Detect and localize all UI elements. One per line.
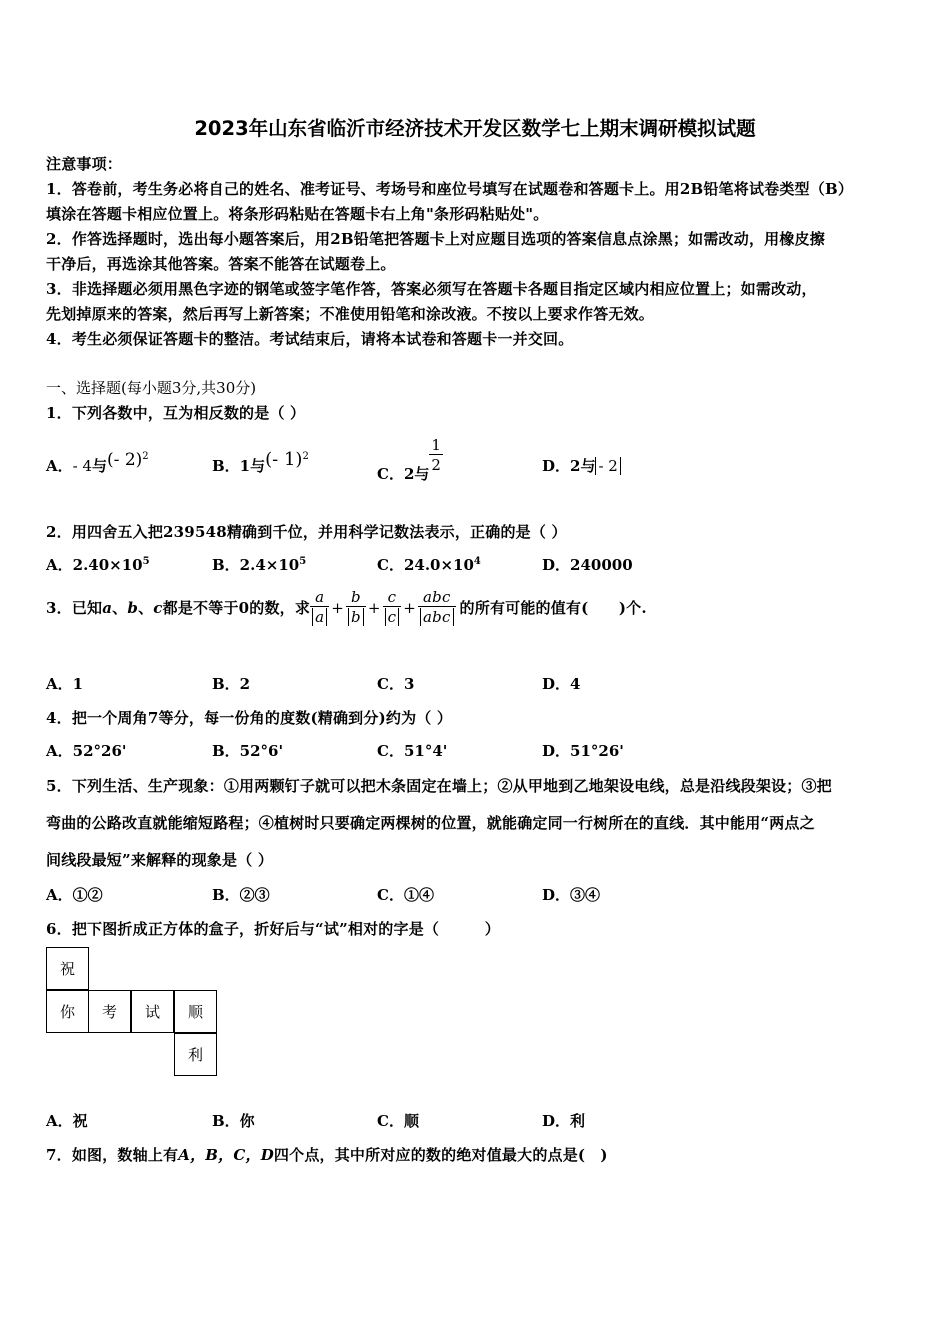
exponent: 5 <box>142 556 150 567</box>
fraction-denominator <box>418 606 456 627</box>
notice-line: 3．非选择题必须用黑色字迹的钢笔或签字笔作答，答案必须写在答题卡各题目指定区域内相应位置上；如需改动， <box>46 280 817 298</box>
q1-option-a <box>46 450 149 476</box>
var-b: b <box>127 598 139 617</box>
plus-sign: + <box>331 598 345 617</box>
var-c: c <box>153 598 163 617</box>
stem-text: 的所有可能的值有( )个. <box>459 599 647 617</box>
q5-option-b: B．②③ <box>212 886 270 904</box>
option-text: A．2.40×10 <box>46 556 143 574</box>
q1-option-c <box>377 436 443 483</box>
q2-option-b <box>212 554 306 575</box>
notice-heading: 注意事项： <box>46 155 123 173</box>
math-expr: (- 2) <box>107 450 143 470</box>
q5-option-a: A．①② <box>46 886 103 904</box>
page-title: 2023年山东省临沂市经济技术开发区数学七上期末调研模拟试题 <box>194 117 756 140</box>
notice-line: 填涂在答题卡相应位置上。将条形码粘贴在答题卡右上角"条形码粘贴处"。 <box>46 205 549 223</box>
option-label: A． <box>46 457 73 475</box>
option-text: C．24.0×10 <box>377 556 474 574</box>
math-expr: - 2 <box>595 457 620 475</box>
question-7-stem <box>46 1144 608 1165</box>
q5-option-d: D．③④ <box>542 886 601 904</box>
fraction <box>346 588 366 627</box>
abs-value: b <box>348 608 364 626</box>
plus-sign: + <box>367 598 381 617</box>
fraction <box>429 436 443 475</box>
fraction-denominator: 2 <box>431 456 441 474</box>
stem-text: 四个点，其中所对应的数的绝对值最大的点是( ) <box>273 1146 608 1164</box>
section-heading: 一、选择题(每小题3分,共30分) <box>46 379 257 397</box>
fraction-numerator: abc <box>423 588 451 606</box>
net-cell: 你 <box>46 990 89 1033</box>
question-1-stem: 1．下列各数中，互为相反数的是（ ） <box>46 404 306 422</box>
q6-option-d: D．利 <box>542 1112 586 1130</box>
exponent: 5 <box>299 556 307 567</box>
q4-option-a: A．52°26' <box>46 742 127 760</box>
option-label: D．2与 <box>542 457 596 475</box>
q3-option-a: A．1 <box>46 675 84 693</box>
net-cell: 试 <box>131 990 174 1033</box>
fraction-numerator: a <box>315 588 325 606</box>
option-label: C．2与 <box>377 464 430 483</box>
q4-option-c: C．51°4' <box>377 742 448 760</box>
fraction-denominator <box>346 606 366 627</box>
q6-option-a: A．祝 <box>46 1112 88 1130</box>
notice-line: 4．考生必须保证答题卡的整洁。考试结束后，请将本试卷和答题卡一并交回。 <box>46 330 574 348</box>
math-expr: - 4 <box>72 457 93 475</box>
q2-option-d: D．240000 <box>542 556 633 574</box>
q4-option-d: D．51°26' <box>542 742 624 760</box>
notice-line: 干净后，再选涂其他答案。答案不能答在试题卷上。 <box>46 255 396 273</box>
q3-option-b: B．2 <box>212 675 251 693</box>
math-expr: (- 1) <box>265 449 303 470</box>
fraction <box>383 588 402 627</box>
math-exponent: 2 <box>302 451 309 462</box>
stem-text: 都是不等于0的数，求 <box>162 599 311 617</box>
q6-option-b: B．你 <box>212 1112 255 1130</box>
exponent: 4 <box>473 556 481 567</box>
question-5-line: 5．下列生活、生产现象：①用两颗钉子就可以把木条固定在墙上；②从甲地到乙地架设电线，总是沿线段架设；③把 <box>46 777 832 795</box>
abs-value: a <box>312 608 327 626</box>
q4-option-b: B．52°6' <box>212 742 284 760</box>
net-cell: 利 <box>174 1033 217 1076</box>
fraction <box>418 588 456 627</box>
stem-text: 3．已知 <box>46 599 103 617</box>
net-cell: 祝 <box>46 947 89 990</box>
option-label: B．1与 <box>212 457 266 475</box>
q2-option-a <box>46 554 150 575</box>
abs-value: abc <box>420 608 454 626</box>
question-5-line: 弯曲的公路改直就能缩短路程；④植树时只要确定两棵树的位置，就能确定同一行树所在的直线．其中能用“两点之 <box>46 814 815 832</box>
q3-option-c: C．3 <box>377 675 415 693</box>
question-6-stem: 6．把下图折成正方体的盒子，折好后与“试”相对的字是（ ） <box>46 920 500 938</box>
q5-option-c: C．①④ <box>377 886 434 904</box>
net-cell: 考 <box>88 990 131 1033</box>
option-text: 与 <box>92 457 108 475</box>
abs-value: c <box>385 608 400 626</box>
point-labels: A，B，C，D <box>178 1146 274 1164</box>
question-5-line: 间线段最短”来解释的现象是（ ） <box>46 851 274 869</box>
question-4-stem: 4．把一个周角7等分，每一份角的度数(精确到分)约为（ ） <box>46 709 453 727</box>
fraction <box>310 588 329 627</box>
separator: 、 <box>112 599 128 617</box>
q1-option-b <box>212 449 309 476</box>
math-exponent: 2 <box>142 451 149 462</box>
notice-line: 1．答卷前，考生务必将自己的姓名、准考证号、考场号和座位号填写在试题卷和答题卡上。用2B铅笔将试卷类型（B） <box>46 180 854 198</box>
stem-text: 7．如图，数轴上有 <box>46 1146 179 1164</box>
fraction-numerator: c <box>387 588 397 606</box>
fraction-denominator <box>310 606 329 627</box>
notice-line: 2．作答选择题时，选出每小题答案后，用2B铅笔把答题卡上对应题目选项的答案信息点涂黑；如需改动，用橡皮擦 <box>46 230 825 248</box>
question-2-stem: 2．用四舍五入把239548精确到千位，并用科学记数法表示，正确的是（ ） <box>46 523 567 541</box>
q3-option-d: D．4 <box>542 675 581 693</box>
notice-line: 先划掉原来的答案，然后再写上新答案；不准使用铅笔和涂改液。不按以上要求作答无效。 <box>46 305 655 323</box>
q1-option-d <box>542 455 621 476</box>
var-a: a <box>102 598 113 617</box>
option-text: B．2.4×10 <box>212 556 300 574</box>
net-cell: 顺 <box>174 990 217 1033</box>
q6-option-c: C．顺 <box>377 1112 419 1130</box>
separator: 、 <box>138 599 154 617</box>
question-3-stem <box>46 588 647 627</box>
fraction-numerator: b <box>351 588 361 606</box>
fraction-numerator: 1 <box>431 436 441 454</box>
fraction-denominator <box>383 606 402 627</box>
plus-sign: + <box>403 598 416 617</box>
q2-option-c <box>377 554 481 575</box>
